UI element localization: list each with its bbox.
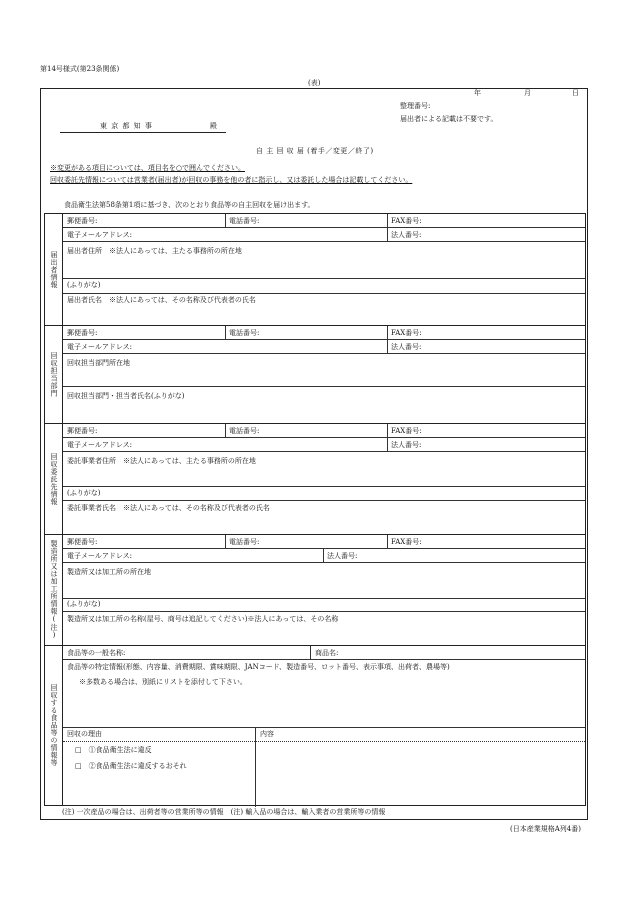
spec-note: ※多数ある場合は、別紙にリストを添付して下さい。 xyxy=(79,678,247,686)
note-2: 回収委託先情報については営業者(届出者)が回収の事務を他の者に指示し、又は委託した場合は記載してください。 xyxy=(50,176,413,184)
furigana-label: (ふりがな) xyxy=(67,600,101,608)
honorific: 殿 xyxy=(210,122,217,130)
content-label: 内容 xyxy=(260,730,274,738)
date-year: 年 xyxy=(474,89,481,97)
corp-number-label: 法人番号: xyxy=(391,441,422,449)
section-side-label: 製造所又は加工所情報(注) xyxy=(45,535,63,645)
postal-label: 郵便番号: xyxy=(67,427,98,435)
date-day: 日 xyxy=(572,89,579,97)
addressee: 東 京 都 知 事 xyxy=(100,122,153,130)
corp-number-label: 法人番号: xyxy=(391,231,422,239)
contractor-name-label: 委託事業者氏名 ※法人にあっては、その名称及び代表者の氏名 xyxy=(67,504,270,512)
reason-option-violation[interactable]: □ ①食品衛生法に違反 xyxy=(75,746,152,754)
section-factory xyxy=(44,534,586,646)
section-side-label: 回収する食品等の情報等 xyxy=(45,646,63,805)
statement: 食品衛生法第58条第1項に基づき、次のとおり食品等の自主回収を届け出ます。 xyxy=(64,201,315,209)
fax-label: FAX番号: xyxy=(391,217,422,225)
furigana-label: (ふりがな) xyxy=(67,281,101,289)
section-dept xyxy=(44,325,586,424)
form-number: 第14号様式(第23条関係) xyxy=(40,65,120,73)
section-food xyxy=(44,645,586,806)
corp-number-label: 法人番号: xyxy=(327,552,358,560)
factory-address-label: 製造所又は加工所の所在地 xyxy=(67,568,151,576)
fax-label: FAX番号: xyxy=(391,538,422,546)
footnote: (注) 一次産品の場合は、出荷者等の営業所等の情報 (注) 輸入品の場合は、輸入業者の営業所等の情報 xyxy=(62,808,386,816)
postal-label: 郵便番号: xyxy=(67,329,98,337)
note-1: ※変更がある項目については、項目名を○で囲んでください。 xyxy=(50,164,245,172)
ref-note: 届出者による記載は不要です。 xyxy=(400,115,498,123)
phone-label: 電話番号: xyxy=(229,427,260,435)
section-contractor xyxy=(44,423,586,535)
phone-label: 電話番号: xyxy=(229,217,260,225)
email-label: 電子メールアドレス: xyxy=(67,343,133,351)
reason-label: 回収の理由 xyxy=(67,730,102,738)
section-side-label: 届出者情報 xyxy=(45,214,63,325)
notifier-name-label: 届出者氏名 ※法人にあっては、その名称及び代表者の氏名 xyxy=(67,296,256,304)
sheet-side: (表) xyxy=(308,79,321,87)
addressee-line xyxy=(60,123,226,133)
form-title: 自 主 回 収 届 (着手／変更／終了) xyxy=(256,147,374,155)
email-label: 電子メールアドレス: xyxy=(67,441,133,449)
phone-label: 電話番号: xyxy=(229,329,260,337)
corp-number-label: 法人番号: xyxy=(391,343,422,351)
factory-name-label: 製造所又は加工所の名称(屋号、商号は追記してください)※法人にあっては、その名称 xyxy=(67,615,339,623)
paper-size: (日本産業規格A列4番) xyxy=(510,825,581,833)
reason-option-risk[interactable]: □ ②食品衛生法に違反するおそれ xyxy=(75,762,187,770)
dept-address-label: 回収担当部門所在地 xyxy=(67,359,130,367)
spec-label: 食品等の特定情報(形態、内容量、消費期限、賞味期限、JANコード、製造番号、ロット番号、表示事項、出荷者、農場等) xyxy=(67,663,450,671)
email-label: 電子メールアドレス: xyxy=(67,552,133,560)
ref-number-label: 整理番号: xyxy=(400,102,431,110)
notifier-address-label: 届出者住所 ※法人にあっては、主たる事務所の所在地 xyxy=(67,247,242,255)
furigana-label: (ふりがな) xyxy=(67,489,101,497)
section-notifier xyxy=(44,213,586,326)
phone-label: 電話番号: xyxy=(229,538,260,546)
product-name-label: 商品名: xyxy=(315,649,339,657)
postal-label: 郵便番号: xyxy=(67,217,98,225)
postal-label: 郵便番号: xyxy=(67,538,98,546)
fax-label: FAX番号: xyxy=(391,329,422,337)
section-side-label: 回収担当部門 xyxy=(45,326,63,423)
fax-label: FAX番号: xyxy=(391,427,422,435)
email-label: 電子メールアドレス: xyxy=(67,231,133,239)
general-name-label: 食品等の一般名称: xyxy=(67,649,126,657)
section-side-label: 回収委託先情報 xyxy=(45,424,63,534)
date-month: 月 xyxy=(524,89,531,97)
contractor-address-label: 委託事業者住所 ※法人にあっては、主たる事務所の所在地 xyxy=(67,457,256,465)
dept-name-label: 回収担当部門・担当者氏名(ふりがな) xyxy=(67,392,185,400)
